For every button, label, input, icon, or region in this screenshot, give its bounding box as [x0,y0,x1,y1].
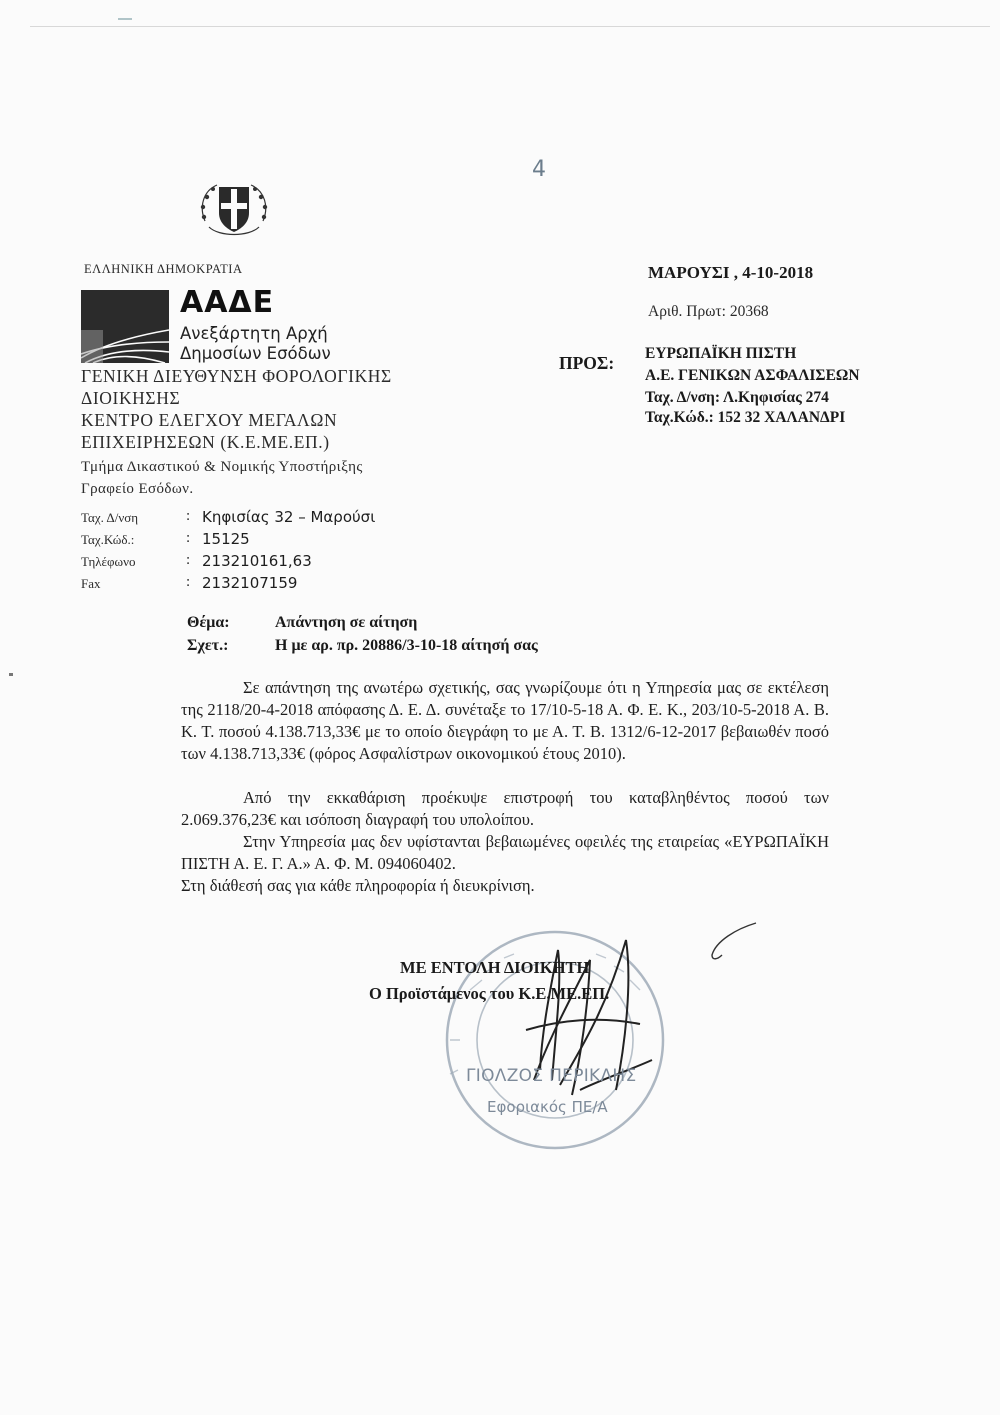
aade-subtitle-2: Δημοσίων Εσόδων [180,344,331,363]
coat-of-arms-icon [195,177,273,243]
aade-subtitle-1: Ανεξάρτητη Αρχή [180,324,328,343]
signature-line-2: Ο Προϊστάμενος του Κ.Ε.ΜΕ.ΕΠ. [369,984,610,1003]
body-paragraph: Από την εκκαθάριση προέκυψε επιστροφή του καταβληθέντος ποσού των 2.069.376,23€ και ισόποση διαγραφή του υπολοίπου. [181,788,829,829]
body-paragraph: Στη διάθεσή σας για κάθε πληροφορία ή διευκρίνιση. [181,876,535,895]
page-number: 4 [532,157,546,182]
contact-colon: : [186,574,191,590]
contact-value: 15125 [202,530,250,548]
body-paragraph: Στην Υπηρεσία μας δεν υφίστανται βεβαιωμένες οφειλές της εταιρείας «ΕΥΡΩΠΑΪΚΗ ΠΙΣΤΗ Α. Ε. Γ. Α.» Α. Φ. Μ. 094060402. [181,832,829,873]
pen-mark-icon [706,915,766,965]
contact-value: 213210161,63 [202,552,312,570]
scan-edge-line [30,26,990,27]
place-and-date: ΜΑΡΟΥΣΙ , 4-10-2018 [648,263,814,282]
recipient-line: ΕΥΡΩΠΑΪΚΗ ΠΙΣΤΗ [645,345,797,362]
to-label: ΠΡΟΣ: [559,353,615,373]
department-line-3: ΚΕΝΤΡΟ ΕΛΕΓΧΟΥ ΜΕΓΑΛΩΝ [81,410,338,430]
protocol-number: Αριθ. Πρωτ: 20368 [648,303,769,320]
recipient-line: Ταχ.Κώδ.: 152 32 ΧΑΛΑΝΔΡΙ [645,409,846,426]
contact-colon: : [186,508,191,524]
subject-label: Θέμα: [187,614,230,631]
stamp-role: Εφοριακός ΠΕ/Α [487,1098,608,1116]
contact-value: Κηφισίας 32 – Μαρούσι [202,508,376,526]
subject-value: Απάντηση σε αίτηση [275,614,418,631]
aade-title: ΑΑΔΕ [180,285,275,320]
stamp-name: ΓΙΟΛΖΟΣ ΠΕΡΙΚΛΗΣ [466,1066,637,1086]
department-line-1: ΓΕΝΙΚΗ ΔΙΕΥΘΥΝΣΗ ΦΟΡΟΛΟΓΙΚΗΣ [81,366,392,386]
scan-mark [118,18,132,20]
aade-logo-icon [81,290,169,363]
contact-value: 2132107159 [202,574,298,592]
department-line-4: ΕΠΙΧΕΙΡΗΣΕΩΝ (Κ.Ε.ΜΕ.ΕΠ.) [81,432,330,452]
body-paragraph: Σε απάντηση της ανωτέρω σχετικής, σας γνωρίζουμε ότι η Υπηρεσία μας σε εκτέλεση της 2118/20-4-2018 απόφασης Δ. Ε. Δ. συνέταξε το 17/10-5-18 Α. Φ. Ε. Κ., 203/10-5-2018 Α. Β. Κ. Τ. ποσού 4.138.713,33€ με το οποίο διεγράφη το με Α. Τ. Β. 1312/6-12-2017 βεβαιωθέν ποσό των 4.138.713,33€ (φόρος Ασφαλίστρων οικονομικού έτους 2010). [181,678,829,763]
contact-label: Τηλέφωνο [81,554,136,569]
department-line-2: ΔΙΟΙΚΗΣΗΣ [81,388,181,408]
recipient-line: Α.Ε. ΓΕΝΙΚΩΝ ΑΣΦΑΛΙΣΕΩΝ [645,367,860,384]
contact-label: Ταχ. Δ/νση [81,510,139,525]
reference-label: Σχετ.: [187,637,229,654]
official-stamp-icon [430,920,680,1160]
contact-colon: : [186,552,191,568]
contact-colon: : [186,530,191,546]
contact-label: Fax [81,576,101,591]
reference-value: Η με αρ. πρ. 20886/3-10-18 αίτησή σας [275,637,538,654]
government-name: ΕΛΛΗΝΙΚΗ ΔΗΜΟΚΡΑΤΙΑ [84,262,243,276]
section-name: Τμήμα Δικαστικού & Νομικής Υποστήριξης [81,459,363,475]
scan-dot [9,673,13,676]
contact-label: Ταχ.Κώδ.: [81,532,135,547]
signature-line-1: ΜΕ ΕΝΤΟΛΗ ΔΙΟΙΚΗΤΗ [400,958,590,977]
recipient-line: Ταχ. Δ/νση: Λ.Κηφισίας 274 [645,389,829,406]
office-name: Γραφείο Εσόδων. [81,481,194,497]
